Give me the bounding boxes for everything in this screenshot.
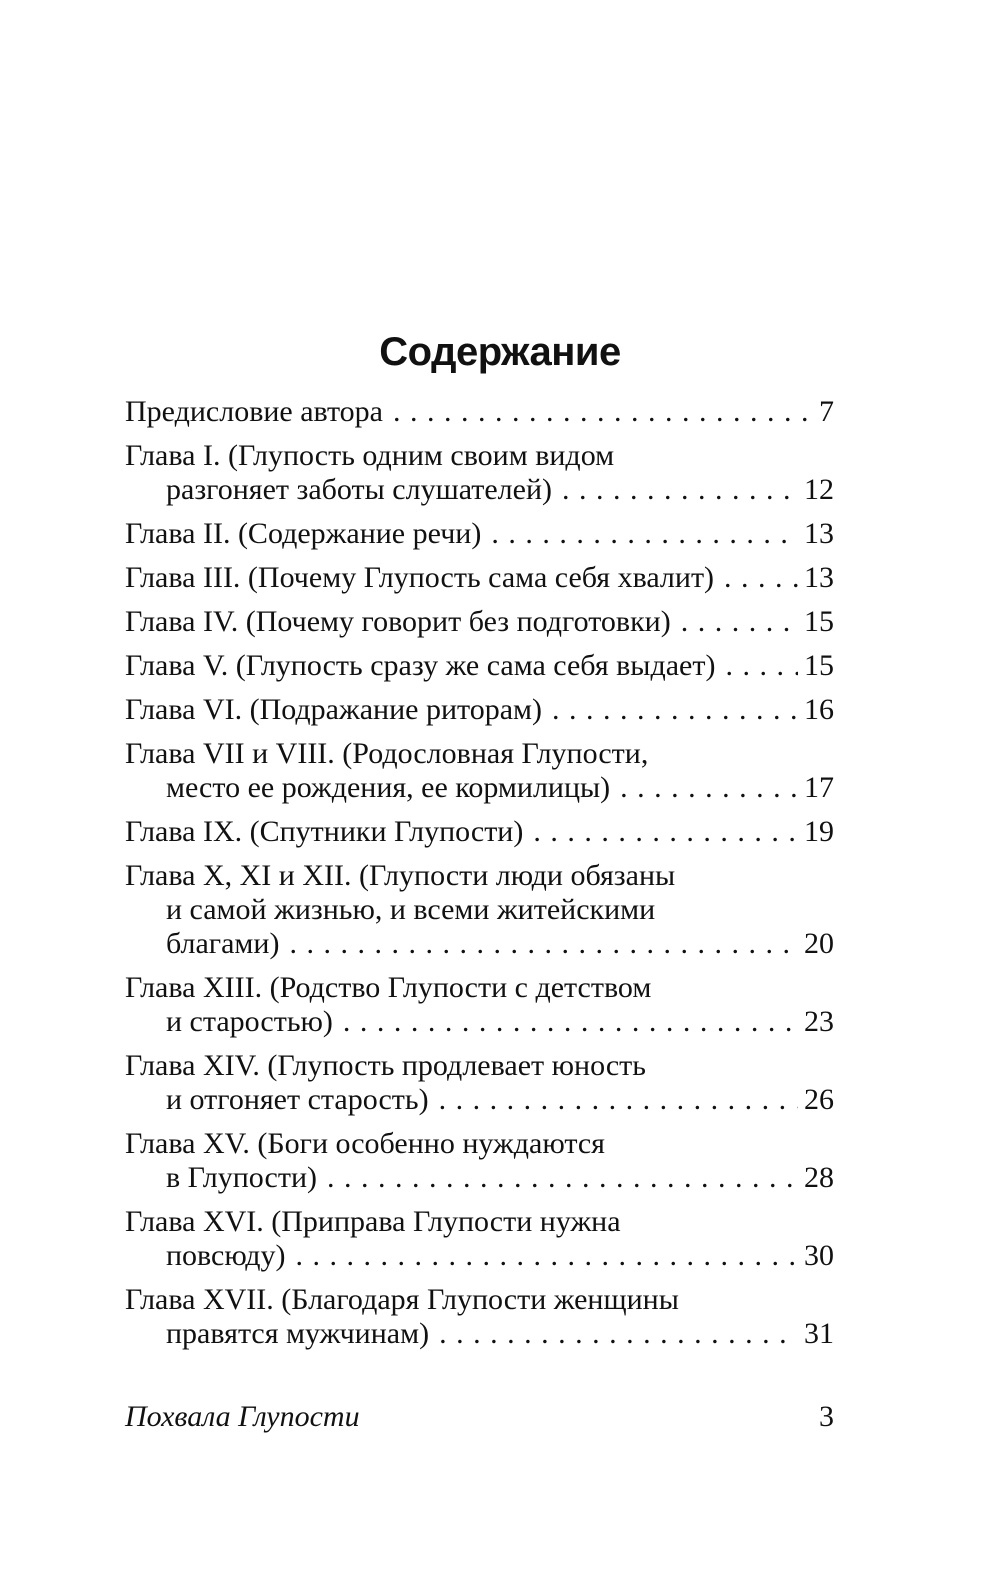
toc-entry-page: 28 xyxy=(804,1161,834,1194)
toc-entry-page: 31 xyxy=(804,1317,834,1350)
toc-entry-text: Предисловие автора xyxy=(125,395,383,428)
toc-entry-text: и отгоняет старость) xyxy=(166,1083,429,1116)
toc-entry[interactable] xyxy=(125,815,834,849)
toc-entry-text: Глава XV. (Боги особенно нуждаются xyxy=(125,1127,605,1160)
table-of-contents xyxy=(125,395,834,1361)
toc-entry[interactable] xyxy=(125,561,834,595)
dot-leader xyxy=(724,561,798,595)
running-title: Похвала Глупости xyxy=(125,1400,360,1433)
dot-leader xyxy=(533,815,798,849)
toc-entry-text: повсюду) xyxy=(166,1239,286,1272)
toc-entry-page: 17 xyxy=(804,771,834,804)
toc-entry[interactable] xyxy=(125,517,834,551)
toc-entry-text: Глава XVI. (Приправа Глупости нужна xyxy=(125,1205,621,1238)
dot-leader xyxy=(327,1161,798,1195)
dot-leader xyxy=(439,1083,798,1117)
toc-entry-page: 13 xyxy=(804,517,834,550)
toc-entry[interactable] xyxy=(125,605,834,639)
dot-leader xyxy=(681,605,798,639)
toc-entry-page: 30 xyxy=(804,1239,834,1272)
dot-leader xyxy=(725,649,798,683)
dot-leader xyxy=(562,473,798,507)
toc-entry[interactable] xyxy=(125,649,834,683)
toc-entry[interactable] xyxy=(125,693,834,727)
toc-entry-text: и самой жизнью, и всеми житейскими xyxy=(166,893,656,926)
page-footer xyxy=(125,1400,834,1434)
toc-entry-page: 20 xyxy=(804,927,834,960)
toc-entry-text: и старостью) xyxy=(166,1005,333,1038)
toc-entry-page: 13 xyxy=(804,561,834,594)
toc-entry[interactable] xyxy=(125,971,834,1039)
toc-entry-text: Глава IV. (Почему говорит без подготовки) xyxy=(125,605,671,638)
toc-entry-page: 15 xyxy=(804,649,834,682)
toc-entry[interactable] xyxy=(125,1283,834,1351)
toc-entry-text: Глава I. (Глупость одним своим видом xyxy=(125,439,615,472)
toc-entry-page: 16 xyxy=(804,693,834,726)
toc-entry-text: Глава X, XI и XII. (Глупости люди обязаны xyxy=(125,859,676,892)
toc-entry[interactable] xyxy=(125,1205,834,1273)
toc-entry[interactable] xyxy=(125,439,834,507)
page-number: 3 xyxy=(819,1400,834,1433)
toc-entry-page: 12 xyxy=(804,473,834,506)
toc-entry-text: Глава II. (Содержание речи) xyxy=(125,517,482,550)
toc-entry-text: Глава IX. (Спутники Глупости) xyxy=(125,815,524,848)
toc-entry-page: 7 xyxy=(819,395,834,428)
toc-entry-text: Глава XIV. (Глупость продлевает юность xyxy=(125,1049,646,1082)
toc-entry-text: правятся мужчинам) xyxy=(166,1317,430,1350)
toc-entry-page: 26 xyxy=(804,1083,834,1116)
toc-entry[interactable] xyxy=(125,1127,834,1195)
toc-entry-text: Глава XVII. (Благодаря Глупости женщины xyxy=(125,1283,679,1316)
toc-entry[interactable] xyxy=(125,737,834,805)
toc-entry-text: Глава V. (Глупость сразу же сама себя выдает) xyxy=(125,649,716,682)
dot-leader xyxy=(439,1317,798,1351)
dot-leader xyxy=(491,517,798,551)
toc-entry-text: благами) xyxy=(166,927,280,960)
toc-entry[interactable] xyxy=(125,395,834,429)
toc-entry-page: 23 xyxy=(804,1005,834,1038)
dot-leader xyxy=(393,395,813,429)
dot-leader xyxy=(552,693,798,727)
toc-entry[interactable] xyxy=(125,859,834,961)
dot-leader xyxy=(343,1005,798,1039)
toc-entry-page: 19 xyxy=(804,815,834,848)
toc-entry-text: Глава VI. (Подражание риторам) xyxy=(125,693,543,726)
toc-entry-text: в Глупости) xyxy=(166,1161,317,1194)
page-title: Содержание xyxy=(379,329,621,374)
dot-leader xyxy=(289,927,798,961)
toc-entry-text: Глава VII и VIII. (Родословная Глупости, xyxy=(125,737,649,770)
dot-leader xyxy=(296,1239,798,1273)
toc-entry-page: 15 xyxy=(804,605,834,638)
toc-entry-text: Глава XIII. (Родство Глупости с детством xyxy=(125,971,652,1004)
dot-leader xyxy=(620,771,798,805)
toc-entry-text: место ее рождения, ее кормилицы) xyxy=(166,771,611,804)
toc-entry[interactable] xyxy=(125,1049,834,1117)
toc-entry-text: разгоняет заботы слушателей) xyxy=(166,473,552,506)
toc-entry-text: Глава III. (Почему Глупость сама себя хвалит) xyxy=(125,561,715,594)
